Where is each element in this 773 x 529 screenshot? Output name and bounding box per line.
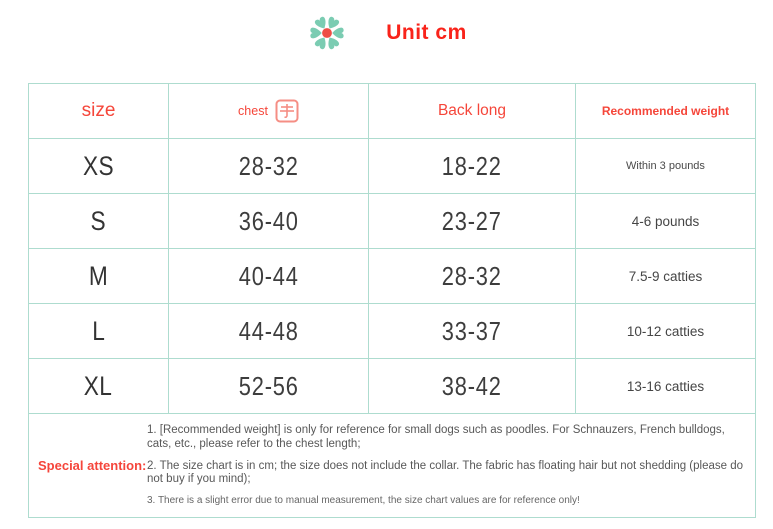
weight-cell: 4-6 pounds bbox=[576, 194, 756, 249]
column-header-chest-label: chest bbox=[238, 104, 268, 118]
flower-icon bbox=[306, 12, 348, 54]
size-cell: L bbox=[29, 304, 169, 359]
table-row-m bbox=[29, 249, 756, 304]
back-long-cell: 18-22 bbox=[369, 139, 576, 194]
column-header-back-long: Back long bbox=[369, 84, 576, 139]
girth-stamp-icon bbox=[275, 99, 299, 123]
size-chart-table bbox=[28, 83, 756, 518]
table-row-l bbox=[29, 304, 756, 359]
page-title: Unit cm bbox=[386, 20, 467, 44]
size-cell: XS bbox=[29, 139, 169, 194]
table-row-xl bbox=[29, 359, 756, 414]
weight-cell: 7.5-9 catties bbox=[576, 249, 756, 304]
chest-cell: 40-44 bbox=[169, 249, 369, 304]
table-header-row bbox=[29, 84, 756, 139]
back-long-cell: 33-37 bbox=[369, 304, 576, 359]
weight-cell: 13-16 catties bbox=[576, 359, 756, 414]
note-1: 1. [Recommended weight] is only for reference for small dogs such as poodles. For Schnauzers, French bulldogs, cats, etc., please refer to the chest length; bbox=[147, 423, 725, 450]
weight-cell: Within 3 pounds bbox=[576, 139, 756, 194]
size-cell: M bbox=[29, 249, 169, 304]
back-long-cell: 38-42 bbox=[369, 359, 576, 414]
column-header-size: size bbox=[29, 84, 169, 139]
back-long-cell: 23-27 bbox=[369, 194, 576, 249]
chest-cell: 44-48 bbox=[169, 304, 369, 359]
column-header-chest bbox=[169, 84, 369, 139]
chest-cell: 52-56 bbox=[169, 359, 369, 414]
page-header bbox=[0, 0, 773, 56]
special-attention-label: Special attention: bbox=[38, 458, 147, 473]
size-cell: XL bbox=[29, 359, 169, 414]
note-2: 2. The size chart is in cm; the size does not include the collar. The fabric has floating hair but not shedding (please do not buy if you mind); bbox=[147, 459, 744, 486]
back-long-cell: 28-32 bbox=[369, 249, 576, 304]
special-attention-notes bbox=[147, 416, 755, 515]
chest-cell: 36-40 bbox=[169, 194, 369, 249]
column-header-recommended-weight: Recommended weight bbox=[576, 84, 756, 139]
size-cell: S bbox=[29, 194, 169, 249]
special-attention-row bbox=[29, 414, 756, 518]
chest-cell: 28-32 bbox=[169, 139, 369, 194]
note-3: 3. There is a slight error due to manual measurement, the size chart values are for reference only! bbox=[147, 495, 580, 507]
table-row-xs bbox=[29, 139, 756, 194]
table-row-s bbox=[29, 194, 756, 249]
weight-cell: 10-12 catties bbox=[576, 304, 756, 359]
